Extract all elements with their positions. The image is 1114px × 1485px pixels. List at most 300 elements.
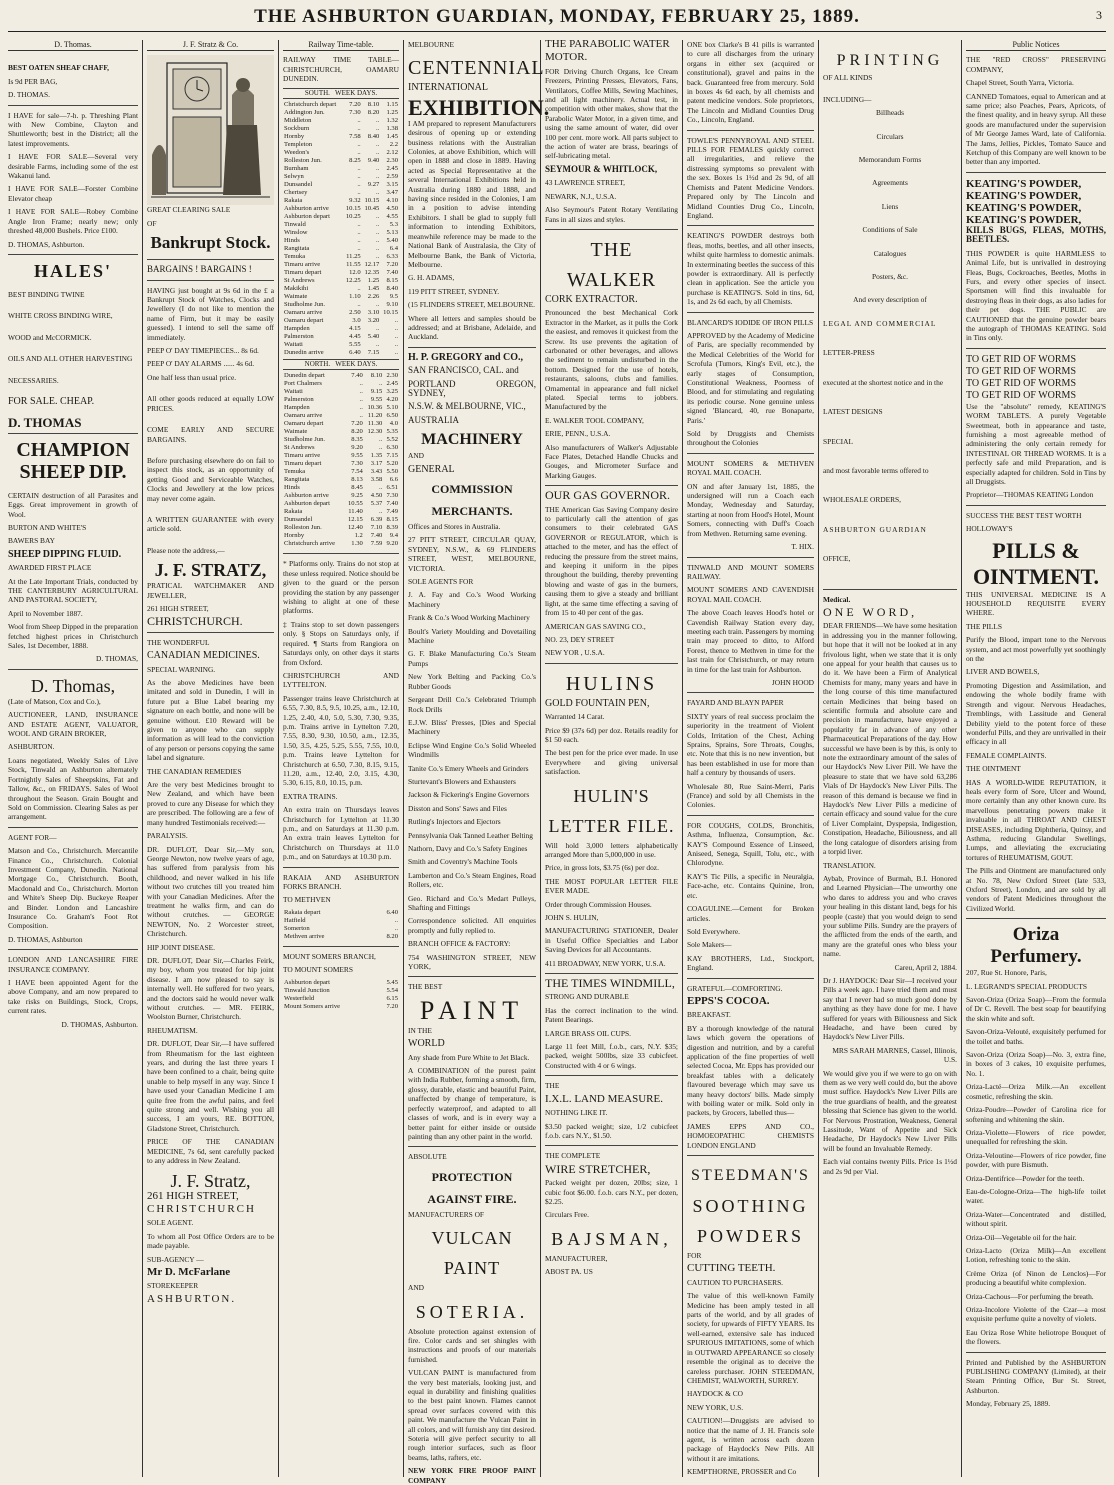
printing-line: LATEST DESIGNS xyxy=(823,407,883,417)
departure-time: 11.25 xyxy=(346,253,361,261)
timetable-row xyxy=(283,388,399,396)
departure-time: 11.40 xyxy=(348,508,363,516)
timetable-row xyxy=(283,909,399,917)
sub-agency: ASHBURTON. xyxy=(147,1292,237,1305)
redcross-title: THE "RED CROSS" PRESERVING COMPANY, xyxy=(966,55,1106,74)
station-name: Tinwald Junction xyxy=(284,986,330,994)
sale-line: Please note the address,— xyxy=(147,545,225,555)
testimonial-head: PARALYSIS. xyxy=(147,831,188,841)
worms-line: TO GET RID OF WORMS xyxy=(966,353,1077,365)
adams-text: Where all letters and samples should be addressed; and at Brisbane, Adelaide, and Auckland. xyxy=(408,313,536,342)
station-name: Waitati xyxy=(284,388,303,396)
timetable-row xyxy=(283,293,399,301)
departure-time: 6.40 xyxy=(386,908,398,916)
departure-time: 5.35 xyxy=(386,428,398,436)
station-name: Studholme Jun. xyxy=(284,301,326,309)
timetable-row xyxy=(283,380,399,388)
section-title: MOUNT SOMERS BRANCH, xyxy=(283,951,376,961)
masthead xyxy=(0,0,1114,34)
departure-time: 8.20 xyxy=(386,932,398,940)
departure-time: .. xyxy=(376,189,380,197)
station-name: Christchurch arrive xyxy=(284,540,336,548)
hulins-line: 411 BROADWAY, NEW YORK, U.S.A. xyxy=(545,958,666,968)
ws-line: THE COMPLETE xyxy=(545,1151,601,1161)
agent-item: Lamberton and Co.'s Steam Engines, Road Rollers, etc. xyxy=(408,870,536,890)
departure-time: .. xyxy=(394,341,398,349)
departure-time: 4.0 xyxy=(389,420,398,428)
departure-time: 2.50 xyxy=(349,309,361,317)
departure-time: .. xyxy=(357,181,361,189)
timetable-row xyxy=(283,492,399,500)
sub-agency: SUB-AGENCY — xyxy=(147,1254,204,1264)
timetable-row xyxy=(283,444,399,452)
champion-line: AWARDED FIRST PLACE xyxy=(8,563,92,573)
section-title: TO METHVEN xyxy=(283,895,331,905)
sale-line: Before purchasing elsewhere do on fail to inspect this stock, as an opportunity of getting Good and Serviceable Watches, Clocks and Jewellery at the low prices may never come again. xyxy=(147,455,274,503)
column-rule xyxy=(682,40,683,1477)
timetable-row xyxy=(283,237,399,245)
printing-line: OFFICE, xyxy=(823,554,851,564)
column-rule xyxy=(818,40,819,1477)
departure-time: 10.45 xyxy=(364,205,380,213)
adams-address: 119 PITT STREET, SYDNEY. xyxy=(408,286,500,296)
wonder-line: THE WONDERFUL xyxy=(147,637,210,647)
timetable-row xyxy=(283,460,399,468)
printing-line: executed at the shortest notice and in the xyxy=(823,377,944,387)
station-name: St Andrews xyxy=(284,444,315,452)
departure-time: 9.55 xyxy=(351,452,363,460)
timetable-row xyxy=(283,420,399,428)
sale-line: A WRITTEN GUARANTEE with every article sold. xyxy=(147,514,274,534)
timetable-row xyxy=(283,181,399,189)
printing-line: SPECIAL xyxy=(823,436,853,446)
railway-text: An extra train on Thursdays leaves Christchurch for Lyttelton at 11.30 p.m., and on Saturdays at 11.30 p.m. An extra train leaves Lyttelton for Christchurch on Thursdays at 11.0 p.m., and on Saturdays at 10.30 p.m. xyxy=(283,805,399,862)
departure-time: 5.10 xyxy=(386,404,398,412)
departure-time: .. xyxy=(376,165,380,173)
kays-line: Sole Makers— xyxy=(687,940,732,950)
station-name: Westerfield xyxy=(284,994,315,1002)
sale-line: COME EARLY AND SECURE BARGAINS. xyxy=(147,425,274,444)
hales-line: OILS AND ALL OTHER HARVESTING xyxy=(8,354,133,364)
railway-title: RAILWAY TIME TABLE—CHRISTCHURCH, OAMARU DUNEDIN. xyxy=(283,55,399,84)
steedman-line: CUTTING TEETH. xyxy=(687,1262,776,1275)
tinwald-sub: MOUNT SOMERS AND CAVENDISH ROYAL MAIL COACH. xyxy=(687,585,814,604)
sale-line: All other goods reduced at equally LOW PRICES. xyxy=(147,394,274,413)
departure-time: 11.20 xyxy=(367,412,383,420)
champion-line: BAWERS BAY xyxy=(8,536,55,546)
departure-time: .. xyxy=(376,325,380,333)
stratz-name: J. F. STRATZ, xyxy=(154,560,267,581)
agent-item: J. A. Fay and Co.'s Wood Working Machinery xyxy=(408,590,536,609)
gregory-line: AND xyxy=(408,451,425,461)
station-name: Oamaru arrive xyxy=(284,309,323,317)
oriza-item: Oriza-Poudre—Powder of Carolina rice for softening and whitening the skin. xyxy=(966,1105,1106,1124)
walker-title: THE WALKER xyxy=(566,238,657,291)
agent-text: Matson and Co., Christchurch. Mercantile Finance Co., Christchurch. Colonial Investment Company, Dunedin. National Mortgage Co., Christchurch. Booth, Macdonald and Co., Christchurch. Morton and White's Sheep Dip. Buckeye Reaper and Binder. London and Lancashire Insurance Co. Graham's Foot Rot Composition. xyxy=(8,846,138,931)
column-6 xyxy=(687,40,814,1477)
departure-time: 3.17 xyxy=(370,460,383,468)
departure-time: 10.15 xyxy=(383,309,398,317)
farms-ad: I HAVE FOR SALE—Several very desirable Farms, including some of the est Wakanui land. xyxy=(8,152,138,181)
soteria-title: SOTERIA. xyxy=(415,1301,529,1322)
station-name: Rakaia xyxy=(284,197,303,205)
section-title: RAKAIA AND ASHBURTON FORKS BRANCH. xyxy=(283,872,399,892)
hulins-line: The best pen for the price ever made. In use Everywhere and giving universal satisfaction. xyxy=(545,748,678,777)
station-name: Dunedin depart xyxy=(284,372,325,380)
abs-line: ABSOLUTE xyxy=(408,1152,447,1162)
oriza-item: Savon-Oriza (Oriza Soap)—No. 3, extra fine, in boxes of 3 cakes, 10 exquisite perfumes, No. 1. xyxy=(966,1050,1106,1078)
tinwald-title: TINWALD AND MOUNT SOMERS RAILWAY. xyxy=(687,562,814,581)
timetable-row xyxy=(283,372,399,380)
departure-time: 5.40 xyxy=(367,333,380,341)
kays-line: KAY BROTHERS, Ltd., Stockport, England. xyxy=(687,953,814,973)
agent-item: Sturtevant's Blowers and Exhausters xyxy=(408,776,516,786)
engine-ad: I HAVE FOR SALE—Robey Combine Angle Iron Frame; nearly new; only threshed 48,000 Bushels. Price £100. xyxy=(8,207,138,236)
station-name: Addington Jun. xyxy=(284,109,325,117)
section-title: TO MOUNT SOMERS xyxy=(283,965,353,975)
agents-list xyxy=(408,590,536,912)
sub-agency: Mr D. McFarlane xyxy=(147,1265,231,1278)
timetable-row xyxy=(283,109,399,117)
printing-list xyxy=(823,108,957,305)
paint-text: A COMBINATION of the purest paint with India Rubber, forming a smooth, firm, glossy, durable, elastic and beautiful Paint, unaffected by change of temperature, is perfectly waterproof, and adapted to all classes of work, and is in every way a better paint for either inside or outside painting than any other paint in the world. xyxy=(408,1066,536,1141)
gregory-line: Correspondence solicited. All enquiries promptly and fully replied to. xyxy=(408,916,536,935)
worms-line: TO GET RID OF WORMS xyxy=(966,389,1077,401)
departure-time: 7.20 xyxy=(386,261,398,269)
sale-line: GREAT CLEARING SALE xyxy=(147,205,231,215)
centennial-title: CENTENNIAL xyxy=(408,57,545,80)
wonder-text: As the above Medicines have been imitated and sold in Dunedin, I will in future put a Blue Label bearing my signature on each bottle, and none will be genuine without. £10 Reward will be given to anyone who can supply information as will lead to the conviction of any person or persons copying the same label and signature. xyxy=(147,678,274,763)
timetable-row xyxy=(283,428,399,436)
dthomas-text: AUCTIONEER, LAND, INSURANCE AND ESTATE AGENT, VALUATOR, WOOL AND GRAIN BROKER, xyxy=(8,710,138,739)
departure-time: 7.40 xyxy=(386,269,398,277)
oaten-signature: D. THOMAS. xyxy=(8,90,50,100)
seymour-name: SEYMOUR & WHITLOCK, xyxy=(545,163,658,174)
abs-text: Absolute protection against extension of fire. Color cards and set shingles with instructions and proofs of our materials furnished. xyxy=(408,1326,536,1364)
departure-time: .. xyxy=(357,125,361,133)
champion-signature: D. THOMAS, xyxy=(96,654,138,664)
mount-title: MOUNT SOMERS & METHVEN ROYAL MAIL COACH. xyxy=(687,458,814,478)
worms-line: TO GET RID OF WORMS xyxy=(966,365,1077,377)
newspaper-title: THE ASHBURTON GUARDIAN, MONDAY, FEBRUARY 25, 1889. xyxy=(254,6,860,27)
timetable-row xyxy=(283,133,399,141)
medical-text: We would give you if we were to go on with them as we very well could do, but the above must suffice. Haydock's New Liver Pills are the true guardians of health, and the greatest blessing that Science has given to the world. For Nervous Prostration, Weakness, General Lassitude, Want of Appetite and Sick Headache, Dr Haydock's New Liver Pills will be found an Invaluable Remedy. xyxy=(823,1068,957,1153)
departure-time: 12.40 xyxy=(348,524,363,532)
price-line: PRICE OF THE CANADIAN MEDICINE, 7s 6d, sent carefully packed to any address in New Zealand. xyxy=(147,1137,274,1166)
timetable-row xyxy=(283,933,399,941)
printing-title: PRINTING xyxy=(836,52,944,69)
station-name: Christchurch depart xyxy=(284,101,337,109)
departure-time: .. xyxy=(376,125,380,133)
towle-ad: TOWLE'S PENNYROYAL AND STEEL PILLS FOR FEMALES quickly correct all irregularities, and relieve the distressing symptoms so prevalent with the sex. Boxes 1s 1½d and 2s 9d, of all Chemists and Patent Medicine Vendors. Prepared only by The Lincoln and Midland Counties Drug Co., Lincoln, England. xyxy=(687,135,814,220)
mount-text: ON and after January 1st, 1885, the undersigned will run a Coach each Monday, Wednesday and Saturday, starting at noon from Hood's Hotel, Mount Somers, connecting with Duff's Coach from Methven. Returning same evening. xyxy=(687,481,814,538)
departure-time: .. xyxy=(357,237,361,245)
gregory-line: SAN FRANCISCO, CAL. and xyxy=(408,365,519,376)
sale-line: One half less than usual price. xyxy=(147,372,237,382)
hales-sub: BEST BINDING TWINE xyxy=(8,289,85,299)
holloway-text: HAS A WORLD-WIDE REPUTATION, it heals every form of Sore, Ulcer and Wound, more certainly than any other known cure. Its marvellous penetrating powers make it invaluable in all THROAT AND CHEST DISEASES, including Diphtheria, Quinsy, and Asthma, reducing Glandular Swellings, Lumps, and alleviating the excruciating tortures of RHEUMATISM, GOUT. xyxy=(966,777,1106,862)
departure-time: 3.58 xyxy=(370,476,383,484)
departure-time: 4.20 xyxy=(386,396,398,404)
timetable-row xyxy=(283,117,399,125)
table-head: NORTH. xyxy=(304,360,331,369)
ws-line: Packed weight per dozen, 20lbs; size, 1 cubic foot $6.00. f.o.b. cars N.Y., per dozen, $2.25. xyxy=(545,1178,678,1206)
departure-time: .. xyxy=(394,317,398,325)
worms-line: TO GET RID OF WORMS xyxy=(966,377,1077,389)
oriza-item: Crème Oriza (of Ninon de Lenclos)—For producing a beautiful white complexion. xyxy=(966,1268,1106,1288)
tinwald-signature: JOHN HOOD xyxy=(771,677,814,687)
departure-time: 7.15 xyxy=(367,349,380,357)
departure-time: 4.55 xyxy=(386,213,398,221)
departure-time: 1.35 xyxy=(370,452,383,460)
gas-line: NEW YOR , U.S.A. xyxy=(545,648,605,658)
departure-time: 7.20 xyxy=(349,101,361,109)
departure-time: 3.10 xyxy=(367,309,380,317)
timetable-row xyxy=(283,925,399,933)
bajsman-title: BAJSMAN, xyxy=(551,1228,672,1249)
wonder-line: THE CANADIAN REMEDIES xyxy=(147,766,242,776)
hulins-line: Price $9 (37s 6d) per doz. Retails readily for $1 50 each. xyxy=(545,725,678,744)
sale-line: PEEP O' DAY ALARMS ...... 4s 6d. xyxy=(147,359,255,369)
dthomas-place: ASHBURTON. xyxy=(8,742,55,752)
station-name: Waimate xyxy=(284,428,308,436)
printed-date: Monday, February 25, 1889. xyxy=(966,1399,1051,1409)
pw-title: THE PARABOLIC WATER xyxy=(545,38,670,50)
wonder-text: Are the very best Medicines brought to New Zealand, and which have been proved to cure any Disease for which they are prescribed. The following are a few of many hundred Testimonials received:— xyxy=(147,780,274,827)
oriza-item: Oriza-Violette—Flowers of rice powder, unequalled for refreshing the skin. xyxy=(966,1127,1106,1147)
station-name: Dunsandel xyxy=(284,181,313,189)
timetable-row xyxy=(283,197,399,205)
timetable-row xyxy=(283,317,399,325)
station-name: Palmerston xyxy=(284,396,314,404)
departure-time: .. xyxy=(376,213,380,221)
timetable-row xyxy=(283,412,399,420)
gregory-line: H. P. GREGORY and CO., xyxy=(408,351,524,363)
vulcan-title: VULCAN PAINT xyxy=(431,1228,513,1279)
oriza-item: Eau Oriza Rose White heliotrope Bouquet of the flowers. xyxy=(966,1327,1106,1347)
station-name: Ashburton depart xyxy=(284,213,330,221)
holloway-head: THE OINTMENT xyxy=(966,764,1021,774)
timetable-row xyxy=(283,213,399,221)
commission-title: COMMISSION MERCHANTS. xyxy=(431,482,513,518)
column-5 xyxy=(545,40,678,1477)
champion-line: SHEEP DIPPING FLUID. xyxy=(8,548,122,560)
section-title: CHRISTCHURCH AND LYTTELTON. xyxy=(283,670,399,690)
printing-line: LETTER-PRESS xyxy=(823,348,875,358)
departure-time: 7.54 xyxy=(351,468,363,476)
station-name: Temuka xyxy=(284,468,306,476)
station-name: Timaru arrive xyxy=(284,452,321,460)
railway-note: * Platforms only. Trains do not stop at these unless required. Notice should be given to the guard or the person providing the station by any passenger wishing to alight at one of these platforms. xyxy=(283,559,399,616)
steedman-title: POWDERS xyxy=(696,1226,804,1247)
departure-time: 10.55 xyxy=(348,500,363,508)
station-name: Mount Somers arrive xyxy=(284,1002,341,1010)
agent-item: G. F. Blake Manufacturing Co.'s Steam Pumps xyxy=(408,649,536,668)
timetable-row xyxy=(283,987,399,995)
hulins-line: MANUFACTURING STATIONER, Dealer in Useful Office Specialties and Labor Saving Devices for all Accountants. xyxy=(545,926,678,955)
oriza-item: Savon-Oriza (Oriza Soap)—From the formula of Dr C. Revell. The best soap for beautifying the skin white and soft. xyxy=(966,995,1106,1023)
departure-time: .. xyxy=(357,245,361,253)
departure-time: .. xyxy=(376,245,380,253)
medical-head: Medical. xyxy=(823,594,851,604)
keating-line: KEATING'S POWDER, xyxy=(966,213,1082,226)
section-title: EXTRA TRAINS. xyxy=(283,791,338,801)
wonder-line: SPECIAL WARNING. xyxy=(147,664,216,674)
departure-time: .. xyxy=(357,285,361,293)
centennial-text: I AM prepared to represent Manufacturers desirous of opening up or extending business relations with the Australian Colonies, at above Exhibition, which will open in 1888 and close in 1889. Having acted as Special Representative at the several International Exhibitions held in Australia during 1880 and 1888, and having since resided in the Colonies, I am in a position to advise intending Exhibitors. I shall be glad to supply full information to intending Exhibitors, meanwhile reference may be made to the National Bank of Australasia, the City of Melbourne Bank, the Bank of Victoria, Melbourne. xyxy=(408,118,536,269)
timetable-row xyxy=(283,404,399,412)
holloway-name: HOLLOWAY'S xyxy=(966,524,1013,534)
nyfire: NEW YORK FIRE PROOF PAINT COMPANY xyxy=(408,1466,536,1485)
departure-time: .. xyxy=(394,924,398,932)
epps-title: EPPS'S COCOA. xyxy=(687,994,770,1007)
departure-time: 1.32 xyxy=(386,117,398,125)
column-3 xyxy=(283,40,399,1477)
gregory-line: GENERAL xyxy=(408,463,455,475)
keating-line: KEATING'S POWDER, xyxy=(966,201,1082,214)
departure-time: .. xyxy=(376,341,380,349)
departure-time: .. xyxy=(357,229,361,237)
timetable-row xyxy=(283,229,399,237)
masthead-rule xyxy=(8,31,1106,32)
departure-time: 9.27 xyxy=(367,181,380,189)
agent-head: AGENT FOR— xyxy=(8,832,57,842)
station-name: Studholme Jun. xyxy=(284,436,326,444)
station-name: Middleton xyxy=(284,117,312,125)
railway-text: Passenger trains leave Christchurch at 6.55, 7.30, 8.5, 9.5, 10.25, a.m., 12.10, 1.25, 2.40, 4.0, 5.0, 5.30, 7.30, 9.35, p.m. Trains arrive in Lyttelton 7.20, 7.55, 8.30, 9.30, 10.50, a.m., 12.35, 1.50, 3.5, 4.25, 5.25, 5.55, 7.55, 10.0, p.m. Trains leave Lyttelton for Christchurch at 6.50, 7.30, 8.15, 9.15, 11.20, a.m., 12.40, 2.0, 3.15, 4.30, 5.30, 6.15, 8.0, 10.15, p.m. xyxy=(283,693,399,788)
gregory-line: 27 PITT STREET, CIRCULAR QUAY, SYDNEY, N.S.W., & 69 FLINDERS STREET, WEST, MELBOURNE, VICTORIA. xyxy=(408,535,536,573)
timetable-south xyxy=(283,101,399,357)
stratz-line: PRATICAL WATCHMAKER AND JEWELLER, xyxy=(147,581,274,600)
departure-time: 8.10 xyxy=(370,372,383,380)
column-header: Public Notices xyxy=(966,40,1106,51)
departure-time: .. xyxy=(379,436,383,444)
table-head: SOUTH. xyxy=(304,88,330,97)
departure-time: .. xyxy=(359,396,363,404)
departure-time: 5.45 xyxy=(386,978,398,986)
pw-title: MOTOR. xyxy=(545,51,588,64)
agent-item: Rutling's Injectors and Ejectors xyxy=(408,817,501,827)
departure-time: 5.13 xyxy=(386,229,398,237)
timetable-row xyxy=(283,500,399,508)
station-name: Hornby xyxy=(284,532,305,540)
hulins-line: Order through Commission Houses. xyxy=(545,899,652,909)
paint-line: THE BEST xyxy=(408,982,443,992)
hales-line: WHITE CROSS BINDING WIRE, xyxy=(8,311,113,321)
departure-time: 7.10 xyxy=(370,524,383,532)
keating-proprietor: Proprietor—THOMAS KEATING London xyxy=(966,490,1094,500)
timetable-row xyxy=(283,253,399,261)
departure-time: .. xyxy=(357,301,361,309)
station-name: Ashburton arrive xyxy=(284,205,329,213)
bajsman-line: ABOST PA. US xyxy=(545,1267,593,1277)
epps-line: GRATEFUL—COMFORTING. xyxy=(687,983,783,993)
departure-time: 7.40 xyxy=(386,500,398,508)
departure-time: 6.15 xyxy=(386,994,398,1002)
departure-time: .. xyxy=(357,221,361,229)
timetable-row xyxy=(283,436,399,444)
timetable-row xyxy=(283,261,399,269)
departure-time: .. xyxy=(359,388,363,396)
timetable-row xyxy=(283,468,399,476)
holloway-head: FEMALE COMPLAINTS. xyxy=(966,750,1047,760)
london-signature: D. THOMAS, Ashburton. xyxy=(61,1019,138,1029)
steedman-title: STEEDMAN'S xyxy=(691,1167,810,1185)
timetable-row xyxy=(283,508,399,516)
station-name: Somerton xyxy=(284,924,310,932)
steedman-text: The value of this well-known Family Medicine has been amply tested in all parts of the world, and by all grades of society, for upwards of FIFTY YEARS. Its well-earned, extensive sale has induced SPURIOUS IMITATIONS, some of which in OUTWARD APPEARANCE so closely resemble the original as to deceive the careless purchaser. JOHN STEEDMAN, CHEMIST, WALWORTH, SURREY. xyxy=(687,1291,814,1385)
timetable-row xyxy=(283,516,399,524)
printing-item: Agreements xyxy=(872,178,908,188)
timetable-rakaia xyxy=(283,909,399,941)
departure-time: 8.35 xyxy=(351,436,363,444)
departure-time: 6.51 xyxy=(386,484,398,492)
departure-time: 12.25 xyxy=(345,277,361,285)
worms-text: Use the "absolute" remedy, KEATING'S WORM TABLETS. A purely Vegetable Sweetmeat, both in appearance and taste, furnishing a most agreeable method of administering the only certain remedy for INTESTINAL OR THREAD WORMS. It is a perfectly safe and mild Preparation, and is especially adapted for children. Sold in Tins by all Druggists. xyxy=(966,401,1106,486)
station-name: Port Chalmers xyxy=(284,380,322,388)
column-7 xyxy=(823,40,957,1477)
printing-item: Memorandum Forms xyxy=(858,155,922,165)
departure-time: .. xyxy=(359,380,363,388)
departure-time: 7.30 xyxy=(351,460,363,468)
printing-item: Conditions of Sale xyxy=(862,225,918,235)
gas-line: NO. 23, DEY STREET xyxy=(545,634,615,644)
column-rule xyxy=(540,40,541,1477)
windmill-line: STRONG AND DURABLE xyxy=(545,992,629,1002)
departure-time: 3.20 xyxy=(367,317,380,325)
agent-item: New York Belting and Packing Co.'s Rubber Goods xyxy=(408,672,536,691)
elevator-ad: I HAVE FOR SALE—Forster Combine Elevator cheap xyxy=(8,184,138,203)
holloway-text: Purify the Blood, impart tone to the Nervous system, and act most powerfully yet soothingly on the xyxy=(966,635,1106,664)
departure-time: 4.15 xyxy=(349,325,361,333)
departure-time: 4.45 xyxy=(349,333,361,341)
timetable-row xyxy=(283,189,399,197)
timetable-row xyxy=(283,309,399,317)
departure-time: 11.55 xyxy=(346,261,361,269)
printing-including: INCLUDING— xyxy=(823,94,872,104)
station-name: Rangitata xyxy=(284,476,310,484)
departure-time: 9.15 xyxy=(370,388,383,396)
departure-time: 2.26 xyxy=(367,293,380,301)
printing-item: Catalogues xyxy=(873,248,907,258)
gregory-line: SOLE AGENTS FOR xyxy=(408,577,474,587)
pills-title: PILLS & OINTMENT. xyxy=(972,537,1100,589)
melbourne: MELBOURNE xyxy=(408,40,454,49)
departure-time: .. xyxy=(376,229,380,237)
gregory-line: N.S.W. & MELBOURNE, VIC., xyxy=(408,401,526,412)
coaguline-ad: COAGULINE.—Cement for Broken articles. xyxy=(687,904,814,923)
stratz-line: 261 HIGH STREET, xyxy=(147,603,209,613)
departure-time: 1.45 xyxy=(386,133,398,141)
london-title: LONDON AND LANCASHIRE FIRE INSURANCE COMPANY. xyxy=(8,955,138,974)
agent-item: Boult's Variety Moulding and Dovetailing Machine xyxy=(408,626,536,646)
printing-item: Billheads xyxy=(876,108,904,118)
agent-item: Sergeant Drill Co.'s Celebrated Triumph Rock Drills xyxy=(408,695,536,714)
column-header: D. Thomas. xyxy=(8,40,138,51)
departure-time: 7.20 xyxy=(386,1002,398,1010)
hulins-title: HULIN'S xyxy=(573,785,650,806)
timetable-row xyxy=(283,101,399,109)
keating-ad: KEATING'S POWDER destroys both fleas, moths, beetles, and all other insects, whilst quite harmless to domestic animals. In exterminating beetles the success of this powder is extraordinary. All is perfectly clean in application. See the article you purchase is KEATING'S. Sold in tins, 6d, 1s, and 2s 6d each, by all Chemists. xyxy=(687,231,814,307)
windmill-line: Large 11 feet Mill, f.o.b., cars, N.Y. $35; packed, weight 500lbs, size 33 cubicfeet. Constructed with 4 or 6 wings. xyxy=(545,1042,678,1070)
gas-text: THE American Gas Saving Company desire to particularly call the attention of gas consumers to their celebrated GAS GOVERNOR or REGULATOR, which is attached to the meter, and has the effect of reducing the pressure from the street mains, and keeping it uniform in the pipes throughout the building, thereby preventing blowing and waste of gas in the burners, causing them to give a steady and brilliant light, at the same time effecting a saving of from 15 to 40 per cent of the gas. xyxy=(545,504,678,618)
branch-address: 754 WASHINGTON STREET, NEW YORK, xyxy=(408,952,536,972)
abs-line: AND xyxy=(408,1283,425,1293)
walker-line: ERIE, PENN., U.S.A. xyxy=(545,429,611,439)
station-name: Rolleston Jun. xyxy=(284,157,322,165)
champion-text: CERTAIN destruction of all Parasites and Eggs. Great improvement in growth of Wool. xyxy=(8,490,138,519)
centennial-sub: INTERNATIONAL xyxy=(408,82,488,94)
